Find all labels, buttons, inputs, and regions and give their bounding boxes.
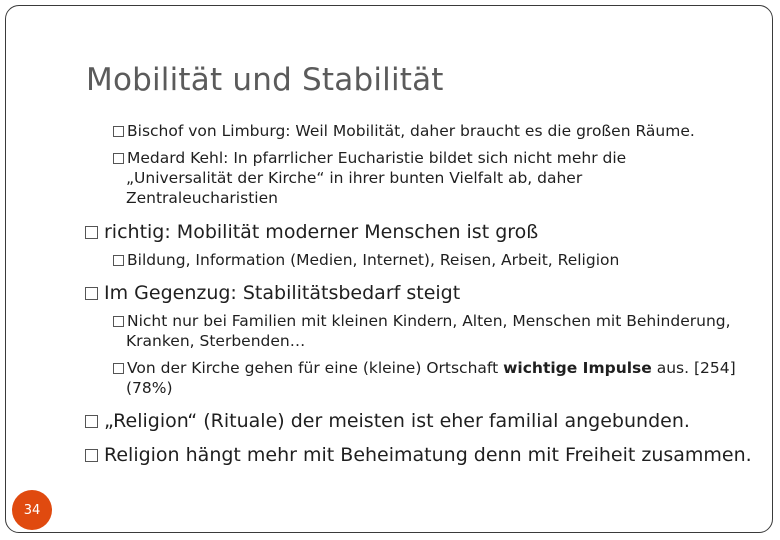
bullet-richtig: richtig: Mobilität moderner Menschen ist groß — [85, 221, 538, 243]
bullet-box-icon — [113, 316, 124, 327]
bullet-box-icon — [113, 363, 124, 374]
bullet-religion-rituale: „Religion“ (Rituale) der meisten ist eher familial angebunden. — [85, 410, 690, 432]
page-number-badge: 34 — [12, 490, 52, 530]
bullet-box-icon — [85, 415, 98, 428]
bullet-kehl: Medard Kehl: In pfarrlicher Eucharistie bildet sich nicht mehr die „Universalität der Kirche“ in ihrer bunten Vielfalt ab, daher Zentraleucharistien — [113, 148, 626, 208]
bullet-box-icon — [113, 255, 124, 266]
bullet-gegenzug: Im Gegenzug: Stabilitätsbedarf steigt — [85, 282, 460, 304]
bullet-box-icon — [113, 126, 124, 137]
bullet-box-icon — [113, 153, 124, 164]
bullet-box-icon — [85, 287, 98, 300]
bullet-religion-beheimatung: Religion hängt mehr mit Beheimatung denn mit Freiheit zusammen. — [85, 444, 752, 466]
bullet-bischof: Bischof von Limburg: Weil Mobilität, daher braucht es die großen Räume. — [113, 121, 695, 141]
slide-title: Mobilität und Stabilität — [86, 62, 444, 98]
bullet-kirche-impulse: Von der Kirche gehen für eine (kleine) Ortschaft wichtige Impulse aus. [254] (78%) — [113, 358, 736, 398]
bullet-box-icon — [85, 226, 98, 239]
bullet-box-icon — [85, 449, 98, 462]
bullet-familien: Nicht nur bei Familien mit kleinen Kindern, Alten, Menschen mit Behinderung, Kranken, Sterbenden… — [113, 311, 731, 351]
bullet-bildung: Bildung, Information (Medien, Internet), Reisen, Arbeit, Religion — [113, 250, 619, 270]
